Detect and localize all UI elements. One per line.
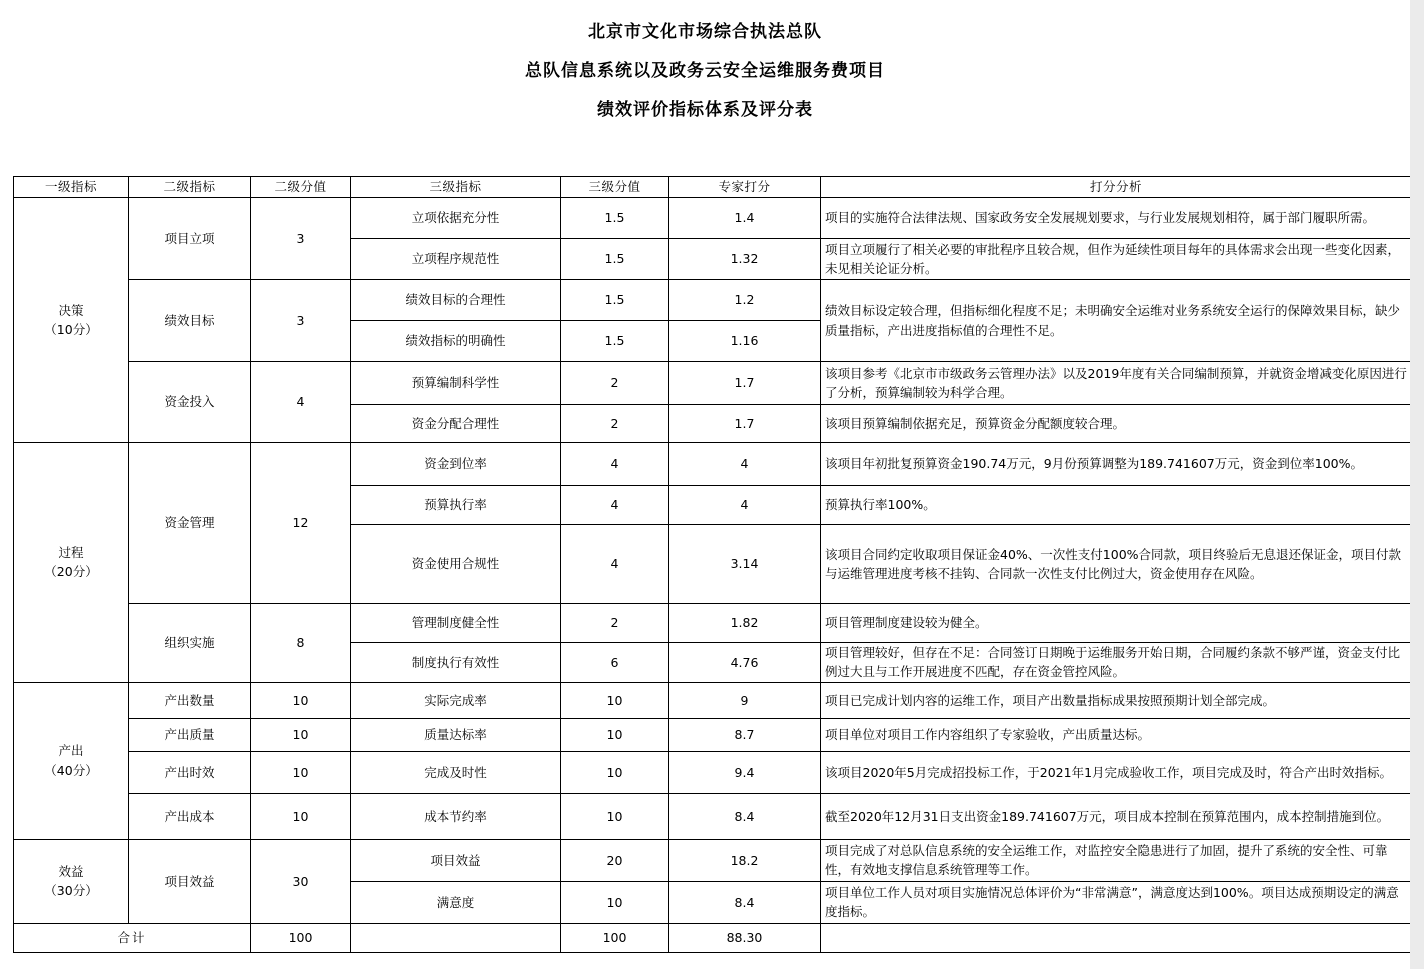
level1-label: 效益 — [58, 863, 84, 879]
analysis-cell: 项目立项履行了相关必要的审批程序且较合规，但作为延续性项目每年的具体需求会出现一些变化因素，未见相关论证分析。 — [821, 239, 1412, 280]
performance-evaluation-table — [13, 176, 1412, 953]
document-title-block — [0, 0, 1410, 119]
level3-value-cell: 1.5 — [561, 321, 669, 362]
level2-value-cell: 30 — [251, 839, 351, 923]
level2-cell: 产出成本 — [129, 793, 251, 839]
title-line-1: 北京市文化市场综合执法总队 — [588, 22, 822, 42]
expert-score-cell: 1.32 — [669, 239, 821, 280]
table-row — [14, 793, 1412, 839]
table-row — [14, 280, 1412, 321]
level1-score: （30分） — [44, 883, 98, 899]
level3-value-cell: 2 — [561, 604, 669, 643]
expert-score-cell: 9 — [669, 682, 821, 718]
level3-value-cell: 6 — [561, 643, 669, 683]
table-row — [14, 604, 1412, 643]
level3-value-cell: 10 — [561, 881, 669, 923]
level2-value-cell: 10 — [251, 751, 351, 793]
level3-value-cell: 2 — [561, 362, 669, 405]
level3-value-cell: 4 — [561, 525, 669, 604]
level1-score: （20分） — [44, 564, 98, 580]
analysis-cell: 项目管理制度建设较为健全。 — [821, 604, 1412, 643]
level3-cell: 制度执行有效性 — [351, 643, 561, 683]
level3-value-cell: 4 — [561, 486, 669, 525]
level2-value-cell: 8 — [251, 604, 351, 683]
level3-value-cell: 10 — [561, 718, 669, 751]
analysis-cell: 该项目参考《北京市市级政务云管理办法》以及2019年度有关合同编制预算，并就资金增减变化原因进行了分析，预算编制较为科学合理。 — [821, 362, 1412, 405]
analysis-cell: 截至2020年12月31日支出资金189.741607万元，项目成本控制在预算范围内，成本控制措施到位。 — [821, 793, 1412, 839]
level3-value-cell: 4 — [561, 443, 669, 486]
total-level3-value-cell: 100 — [561, 923, 669, 952]
level3-cell: 成本节约率 — [351, 793, 561, 839]
level3-cell: 管理制度健全性 — [351, 604, 561, 643]
analysis-cell: 项目单位对项目工作内容组织了专家验收，产出质量达标。 — [821, 718, 1412, 751]
level3-cell: 绩效指标的明确性 — [351, 321, 561, 362]
level2-value-cell: 10 — [251, 793, 351, 839]
analysis-cell: 该项目合同约定收取项目保证金40%、一次性支付100%合同款，项目终验后无息退还保证金，项目付款与运维管理进度考核不挂钩、合同款一次性支付比例过大，资金使用存在风险。 — [821, 525, 1412, 604]
level3-cell: 绩效目标的合理性 — [351, 280, 561, 321]
level1-cell-process — [14, 443, 129, 683]
table-row — [14, 751, 1412, 793]
header-level2-indicator: 二级指标 — [129, 177, 251, 198]
title-line-2: 总队信息系统以及政务云安全运维服务费项目 — [525, 61, 885, 81]
level1-cell-benefit — [14, 839, 129, 923]
analysis-cell: 项目管理较好，但存在不足：合同签订日期晚于运维服务开始日期，合同履约条款不够严谨，资金支付比例过大且与工作开展进度不匹配，存在资金管控风险。 — [821, 643, 1412, 683]
level3-cell: 完成及时性 — [351, 751, 561, 793]
title-line-3: 绩效评价指标体系及评分表 — [597, 100, 813, 120]
level1-label: 产出 — [58, 743, 84, 759]
analysis-cell: 项目的实施符合法律法规、国家政务安全发展规划要求，与行业发展规划相符，属于部门履职所需。 — [821, 198, 1412, 239]
level2-cell: 产出数量 — [129, 682, 251, 718]
header-level3-value: 三级分值 — [561, 177, 669, 198]
level2-cell: 项目立项 — [129, 198, 251, 280]
level3-value-cell: 10 — [561, 793, 669, 839]
expert-score-cell: 1.2 — [669, 280, 821, 321]
level1-score: （10分） — [44, 322, 98, 337]
level2-value-cell: 10 — [251, 682, 351, 718]
analysis-cell: 该项目2020年5月完成招投标工作，于2021年1月完成验收工作，项目完成及时，符合产出时效指标。 — [821, 751, 1412, 793]
analysis-cell: 绩效目标设定较合理，但指标细化程度不足；未明确安全运维对业务系统安全运行的保障效果目标，缺少质量指标，产出进度指标值的合理性不足。 — [821, 280, 1412, 362]
level3-cell: 实际完成率 — [351, 682, 561, 718]
table-row — [14, 839, 1412, 881]
total-level2-value-cell: 100 — [251, 923, 351, 952]
level3-cell: 资金到位率 — [351, 443, 561, 486]
expert-score-cell: 8.4 — [669, 881, 821, 923]
level1-label: 过程 — [58, 545, 84, 560]
level1-score: （40分） — [44, 762, 98, 778]
level2-value-cell: 3 — [251, 280, 351, 362]
level3-cell: 资金使用合规性 — [351, 525, 561, 604]
level3-cell: 质量达标率 — [351, 718, 561, 751]
level3-cell: 项目效益 — [351, 839, 561, 881]
expert-score-cell: 1.7 — [669, 362, 821, 405]
analysis-cell: 项目已完成计划内容的运维工作，项目产出数量指标成果按照预期计划全部完成。 — [821, 682, 1412, 718]
total-analysis-cell — [821, 923, 1412, 952]
table-row — [14, 443, 1412, 486]
header-level3-indicator: 三级指标 — [351, 177, 561, 198]
expert-score-cell: 4 — [669, 443, 821, 486]
level3-cell: 立项程序规范性 — [351, 239, 561, 280]
expert-score-cell: 1.16 — [669, 321, 821, 362]
table-header-row — [14, 177, 1412, 198]
header-level2-value: 二级分值 — [251, 177, 351, 198]
level3-cell: 预算执行率 — [351, 486, 561, 525]
page-right-gutter — [1410, 0, 1424, 969]
level2-cell: 项目效益 — [129, 839, 251, 923]
level3-value-cell: 1.5 — [561, 280, 669, 321]
expert-score-cell: 1.7 — [669, 405, 821, 443]
table-row — [14, 682, 1412, 718]
table-body — [14, 198, 1412, 953]
level3-cell: 满意度 — [351, 881, 561, 923]
table-row — [14, 198, 1412, 239]
level3-value-cell: 10 — [561, 751, 669, 793]
level3-cell: 立项依据充分性 — [351, 198, 561, 239]
expert-score-cell: 9.4 — [669, 751, 821, 793]
level2-cell: 资金管理 — [129, 443, 251, 604]
level3-value-cell: 1.5 — [561, 198, 669, 239]
analysis-cell: 项目单位工作人员对项目实施情况总体评价为“非常满意”，满意度达到100%。项目达成预期设定的满意度指标。 — [821, 881, 1412, 923]
expert-score-cell: 4.76 — [669, 643, 821, 683]
level3-cell: 资金分配合理性 — [351, 405, 561, 443]
table-row — [14, 718, 1412, 751]
expert-score-cell: 8.4 — [669, 793, 821, 839]
table-row — [14, 362, 1412, 405]
total-level3-cell — [351, 923, 561, 952]
expert-score-cell: 18.2 — [669, 839, 821, 881]
level2-cell: 组织实施 — [129, 604, 251, 683]
level3-value-cell: 1.5 — [561, 239, 669, 280]
expert-score-cell: 3.14 — [669, 525, 821, 604]
header-level1-indicator: 一级指标 — [14, 177, 129, 198]
level2-value-cell: 3 — [251, 198, 351, 280]
level2-value-cell: 10 — [251, 718, 351, 751]
level2-cell: 绩效目标 — [129, 280, 251, 362]
expert-score-cell: 1.4 — [669, 198, 821, 239]
level2-value-cell: 4 — [251, 362, 351, 443]
level3-value-cell: 10 — [561, 682, 669, 718]
level3-value-cell: 2 — [561, 405, 669, 443]
expert-score-cell: 1.82 — [669, 604, 821, 643]
analysis-cell: 预算执行率100%。 — [821, 486, 1412, 525]
level2-cell: 资金投入 — [129, 362, 251, 443]
header-score-analysis: 打分分析 — [821, 177, 1412, 198]
expert-score-cell: 4 — [669, 486, 821, 525]
level1-cell-decision — [14, 198, 129, 443]
expert-score-cell: 8.7 — [669, 718, 821, 751]
level2-value-cell: 12 — [251, 443, 351, 604]
level1-cell-output — [14, 682, 129, 839]
table-total-row — [14, 923, 1412, 952]
score-table-wrapper — [13, 176, 1411, 953]
level3-value-cell: 20 — [561, 839, 669, 881]
level3-cell: 预算编制科学性 — [351, 362, 561, 405]
analysis-cell: 该项目年初批复预算资金190.74万元，9月份预算调整为189.741607万元，资金到位率100%。 — [821, 443, 1412, 486]
total-label-cell: 合计 — [14, 923, 251, 952]
level2-cell: 产出时效 — [129, 751, 251, 793]
analysis-cell: 项目完成了对总队信息系统的安全运维工作，对监控安全隐患进行了加固，提升了系统的安全性、可靠性，有效地支撑信息系统管理等工作。 — [821, 839, 1412, 881]
level2-cell: 产出质量 — [129, 718, 251, 751]
analysis-cell: 该项目预算编制依据充足，预算资金分配额度较合理。 — [821, 405, 1412, 443]
total-expert-score-cell: 88.30 — [669, 923, 821, 952]
level1-label: 决策 — [58, 302, 84, 318]
header-expert-score: 专家打分 — [669, 177, 821, 198]
